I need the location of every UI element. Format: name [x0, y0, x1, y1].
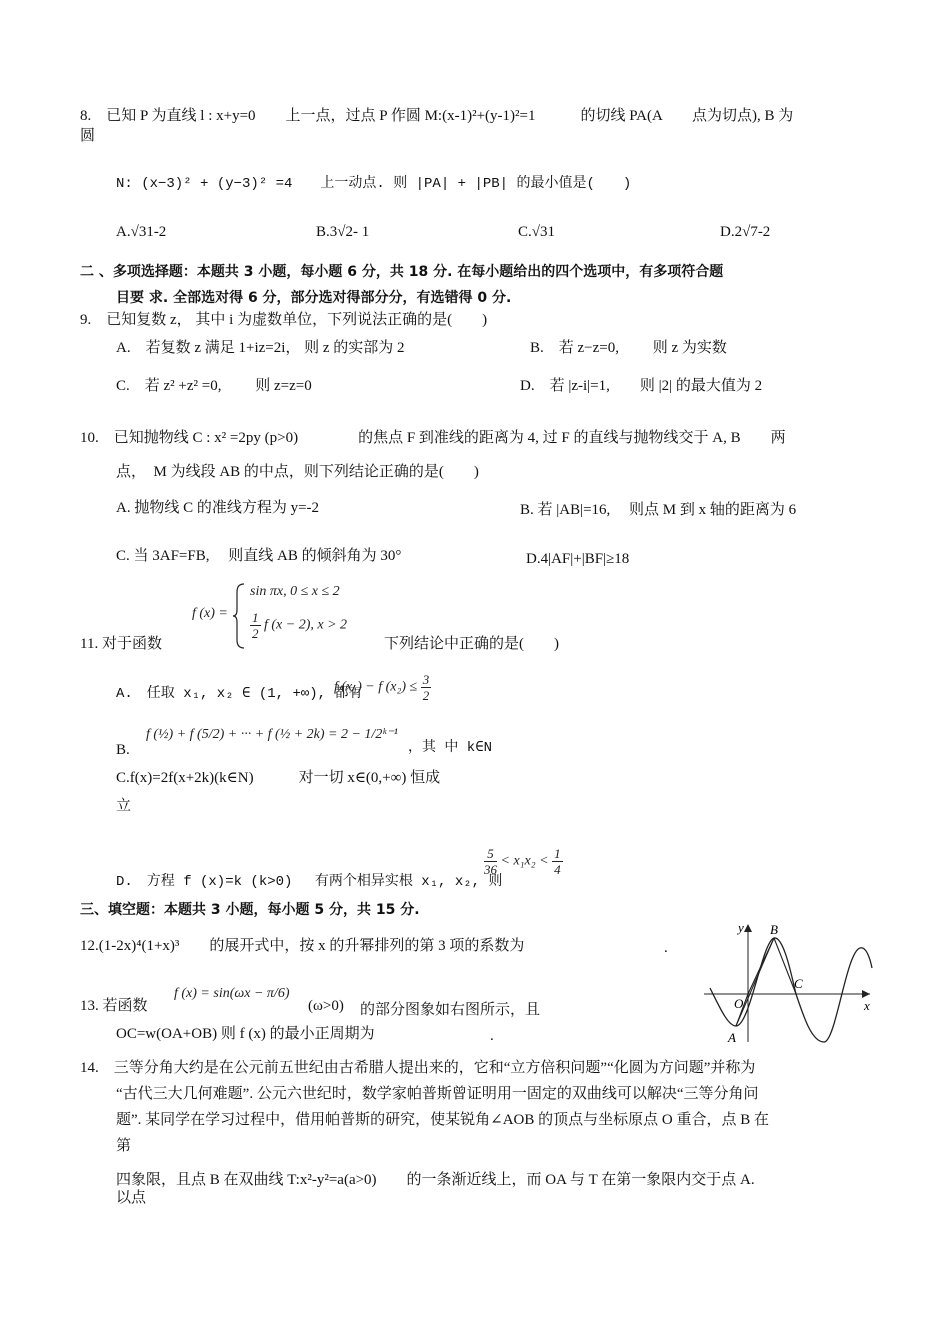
- q14-line4: 第: [116, 1138, 132, 1154]
- q10-option-a: A. 抛物线 C 的准线方程为 y=-2: [116, 500, 320, 516]
- q11-piece1: sin πx, 0 ≤ x ≤ 2: [250, 584, 340, 599]
- q12-blank: .: [664, 940, 668, 956]
- segment-ab: [736, 938, 774, 1026]
- q8-stem-line2: N: (x−3)² + (y−3)² =4 上一动点. 则 |PA| + |PB| 的最小值是( ): [116, 176, 632, 192]
- q10-stem-line2: 点， M 为线段 AB 的中点，则下列结论正确的是( ): [116, 464, 479, 480]
- q11-option-d-formula: $\frac{5}{36}$ < x₁x₂ < $\frac{1}{4}$: [484, 846, 561, 877]
- q8-option-b: B.3√2- 1: [316, 224, 370, 240]
- q9-option-a: A. 若复数 z 满足 1+iz=2i， 则 z 的实部为 2: [116, 340, 405, 356]
- q11-option-a-formula: f (x₁) − f (x₂) ≤ $\frac{3}{2}$: [334, 672, 430, 703]
- q8-stem-line1: 8. 已知 P 为直线 l : x+y=0 上一点，过点 P 作圆 M:(x-1)²+(y-1)²=1 的切线 PA(A 点为切点), B 为: [80, 108, 794, 124]
- segment-bc: [774, 938, 796, 994]
- q14-line5: 四象限，且点 B 在双曲线 T:x²-y²=a(a>0) 的一条渐近线上，而 OA 与 T 在第一象限内交于点 A.: [116, 1172, 755, 1188]
- label-o: O: [734, 996, 744, 1011]
- q9-option-c: C. 若 z² +z² =0, 则 z=z=0: [116, 378, 312, 394]
- q13-blank: .: [490, 1028, 494, 1044]
- label-b: B: [770, 922, 778, 937]
- x-axis-arrow-icon: [862, 990, 870, 998]
- q10-option-c: C. 当 3AF=FB, 则直线 AB 的倾斜角为 30°: [116, 548, 402, 564]
- q13-tail: 的部分图象如右图所示，且: [360, 1002, 541, 1018]
- section3-heading: 三、填空题：本题共 3 小题，每小题 5 分，共 15 分.: [80, 902, 420, 918]
- q10-option-d: D.4|AF|+|BF|≥18: [526, 551, 630, 567]
- q11-option-a: A. 任取 x₁, x₂ ∈ (1, +∞), 都有: [116, 686, 363, 702]
- q9-option-b: B. 若 z−z=0, 则 z 为实数: [530, 340, 727, 356]
- q11-option-b-formula: f (½) + f (5/2) + ··· + f (½ + 2k) = 2 − 1/2ᵏ⁻¹: [146, 727, 398, 742]
- q14-line6: 以点: [116, 1190, 147, 1206]
- q11-option-b-label: B.: [116, 742, 130, 758]
- q8-stem-line1b: 圆: [80, 128, 96, 144]
- sine-graph: [700, 918, 880, 1048]
- q9-stem: 9. 已知复数 z， 其中 i 为虚数单位，下列说法正确的是( ): [80, 312, 488, 328]
- section2-heading-line1: 二 、多项选择题：本题共 3 小题，每小题 6 分，共 18 分. 在每小题给出的四个选项中，有多项符合题: [80, 264, 724, 280]
- q10-option-b: B. 若 |AB|=16, 则点 M 到 x 轴的距离为 6: [520, 502, 797, 518]
- q13-condition: (ω>0): [308, 998, 344, 1014]
- label-a: A: [728, 1030, 736, 1045]
- q11-piece2: $\frac{1}{2}$ f (x − 2), x > 2: [252, 610, 348, 641]
- q14-line3: 题”. 某同学在学习过程中，借用帕普斯的研究，使某锐角∠AOB 的顶点与坐标原点 O 重合，点 B 在: [116, 1112, 769, 1128]
- q11-option-c-line1: C.f(x)=2f(x+2k)(k∈N) 对一切 x∈(0,+∞) 恒成: [116, 770, 441, 786]
- q14-line1: 14. 三等分角大约是在公元前五世纪由古希腊人提出来的，它和“立方倍积问题”“化圆为方问题”并称为: [80, 1060, 756, 1076]
- q13-label: 13. 若函数: [80, 998, 148, 1014]
- q14-line2: “古代三大几何难题”. 公元六世纪时，数学家帕普斯曾证明用一固定的双曲线可以解决“三等分角问: [116, 1086, 759, 1102]
- q13-formula: f (x) = sin(ωx − π/6): [174, 986, 290, 1001]
- q13-formula-box: [170, 976, 306, 1020]
- q11-stem-b: 下列结论中正确的是( ): [384, 636, 559, 652]
- label-x: x: [864, 998, 870, 1013]
- y-axis-arrow-icon: [744, 924, 752, 932]
- q11-brace-icon: [232, 582, 246, 650]
- q8-option-a: A.√31-2: [116, 224, 167, 240]
- q10-stem-line1: 10. 已知抛物线 C : x² =2py (p>0) 的焦点 F 到准线的距离为 4, 过 F 的直线与抛物线交于 A, B 两: [80, 430, 786, 446]
- q11-option-d: D. 方程 f (x)=k (k>0) 有两个相异实根 x₁, x₂, 则: [116, 874, 503, 890]
- label-c: C: [794, 976, 803, 991]
- q8-option-c: C.√31: [518, 224, 555, 240]
- q11-fx-label: f (x) =: [192, 606, 228, 621]
- q12-text: 12.(1-2x)⁴(1+x)³ 的展开式中，按 x 的升幂排列的第 3 项的系数为: [80, 938, 525, 954]
- q8-option-d: D.2√7-2: [720, 224, 771, 240]
- section2-heading-line2: 目要 求. 全部选对得 6 分，部分选对得部分分，有选错得 0 分.: [116, 290, 512, 306]
- q9-option-d: D. 若 |z-i|=1, 则 |2| 的最大值为 2: [520, 378, 763, 394]
- label-y: y: [738, 920, 744, 935]
- q13-line2: OC=w(OA+OB) 则 f (x) 的最小正周期为: [116, 1026, 375, 1042]
- q11-option-b-tail: ，其 中 k∈N: [408, 740, 493, 756]
- sine-curve: [710, 938, 872, 1042]
- q11-stem-a: 11. 对于函数: [80, 636, 162, 652]
- q11-option-c-line2: 立: [116, 798, 132, 814]
